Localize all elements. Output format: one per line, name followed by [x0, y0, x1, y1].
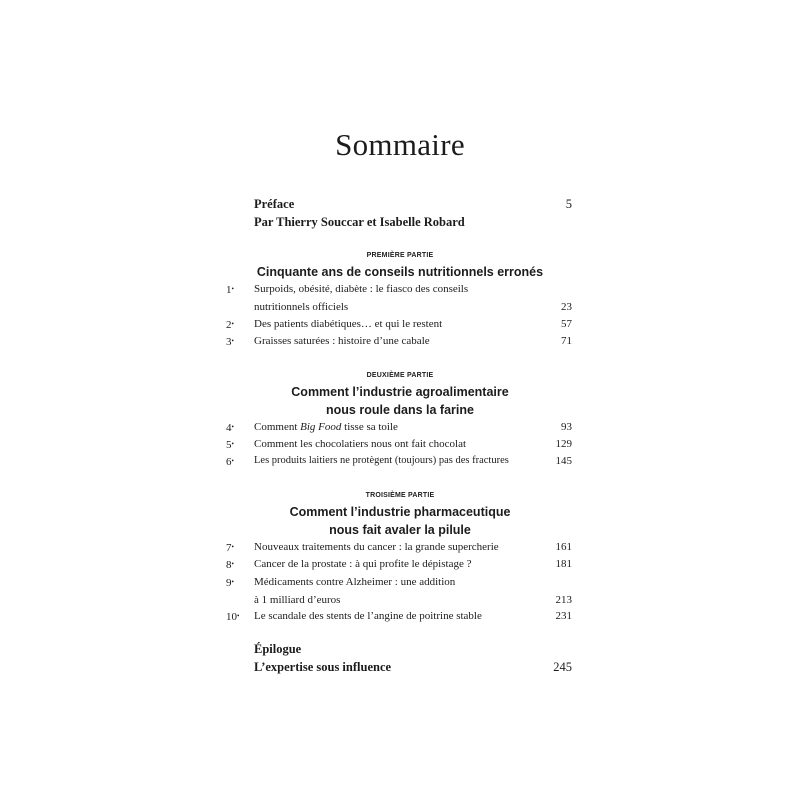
- part-2-title-line-1: Comment l’industrie agroalimentaire: [291, 385, 509, 399]
- chapter-page: 71: [561, 335, 572, 347]
- chapter-title: Comment les chocolatiers nous ont fait chocolat: [254, 438, 467, 450]
- chapter-page: 145: [555, 455, 572, 467]
- chapter-title-cont: à 1 milliard d’euros: [254, 594, 341, 606]
- chapter-number: 9•: [226, 577, 234, 589]
- chapter-page: 231: [555, 610, 572, 622]
- epilogue-block: [254, 640, 572, 676]
- part-3-title: [0, 503, 800, 539]
- chapter-number: 4•: [226, 422, 234, 434]
- part-2-title: [0, 383, 800, 419]
- chapter-page: 57: [561, 318, 572, 330]
- chapter-number: 1•: [226, 284, 234, 296]
- chapter-title: Le scandale des stents de l’angine de poitrine stable: [254, 610, 482, 622]
- chapter-number: 7•: [226, 542, 234, 554]
- chapter-title: Comment Big Food tisse sa toile: [254, 421, 398, 433]
- part-2-kicker: DEUXIÈME PARTIE: [366, 372, 434, 379]
- epilogue-page: 245: [553, 660, 572, 674]
- epilogue-heading: Épilogue: [254, 642, 302, 656]
- chapter-number: 10•: [226, 611, 240, 623]
- preface-page: 5: [565, 197, 572, 211]
- chapter-title: Surpoids, obésité, diabète : le fiasco des conseils: [254, 283, 469, 295]
- chapter-title-italic: Big Food: [300, 421, 342, 433]
- chapter-number: 8•: [226, 559, 234, 571]
- chapter-title: Les produits laitiers ne protègent (toujours) pas des fractures: [254, 455, 509, 466]
- part-3-title-line-1: Comment l’industrie pharmaceutique: [289, 505, 511, 519]
- part-3-title-line-2: nous fait avaler la pilule: [329, 523, 471, 537]
- page-title: Sommaire: [335, 127, 465, 162]
- part-1-kicker: PREMIÈRE PARTIE: [366, 252, 434, 259]
- part-2-title-line-2: nous roule dans la farine: [326, 403, 474, 417]
- preface-authors: Par Thierry Souccar et Isabelle Robard: [254, 215, 465, 229]
- chapter-title: Nouveaux traitements du cancer : la grande supercherie: [254, 541, 499, 553]
- chapter-page: 213: [555, 594, 572, 606]
- chapter-title: Cancer de la prostate : à qui profite le dépistage ?: [254, 558, 472, 570]
- chapter-page: 181: [555, 558, 572, 570]
- part-1-title-line: Cinquante ans de conseils nutritionnels erronés: [256, 265, 544, 279]
- chapter-title: Médicaments contre Alzheimer : une addition: [254, 576, 456, 588]
- chapter-title: Des patients diabétiques… et qui le restent: [254, 318, 443, 330]
- epilogue-subtitle: L’expertise sous influence: [254, 660, 392, 674]
- preface-block: [254, 195, 572, 231]
- chapter-page: 93: [561, 421, 572, 433]
- chapter-number: 5•: [226, 439, 234, 451]
- chapter-page: 23: [561, 301, 572, 313]
- chapter-title: Graisses saturées : histoire d’une cabale: [254, 335, 430, 347]
- chapter-page: 129: [555, 438, 572, 450]
- chapter-number: 3•: [226, 336, 234, 348]
- chapter-page: 161: [555, 541, 572, 553]
- chapter-number: 6•: [226, 456, 234, 468]
- chapter-number: 2•: [226, 319, 234, 331]
- preface-heading: Préface: [254, 197, 295, 211]
- part-1-title: [0, 263, 800, 281]
- part-3-kicker: TROISIÈME PARTIE: [365, 492, 435, 499]
- chapter-title-cont: nutritionnels officiels: [254, 301, 349, 313]
